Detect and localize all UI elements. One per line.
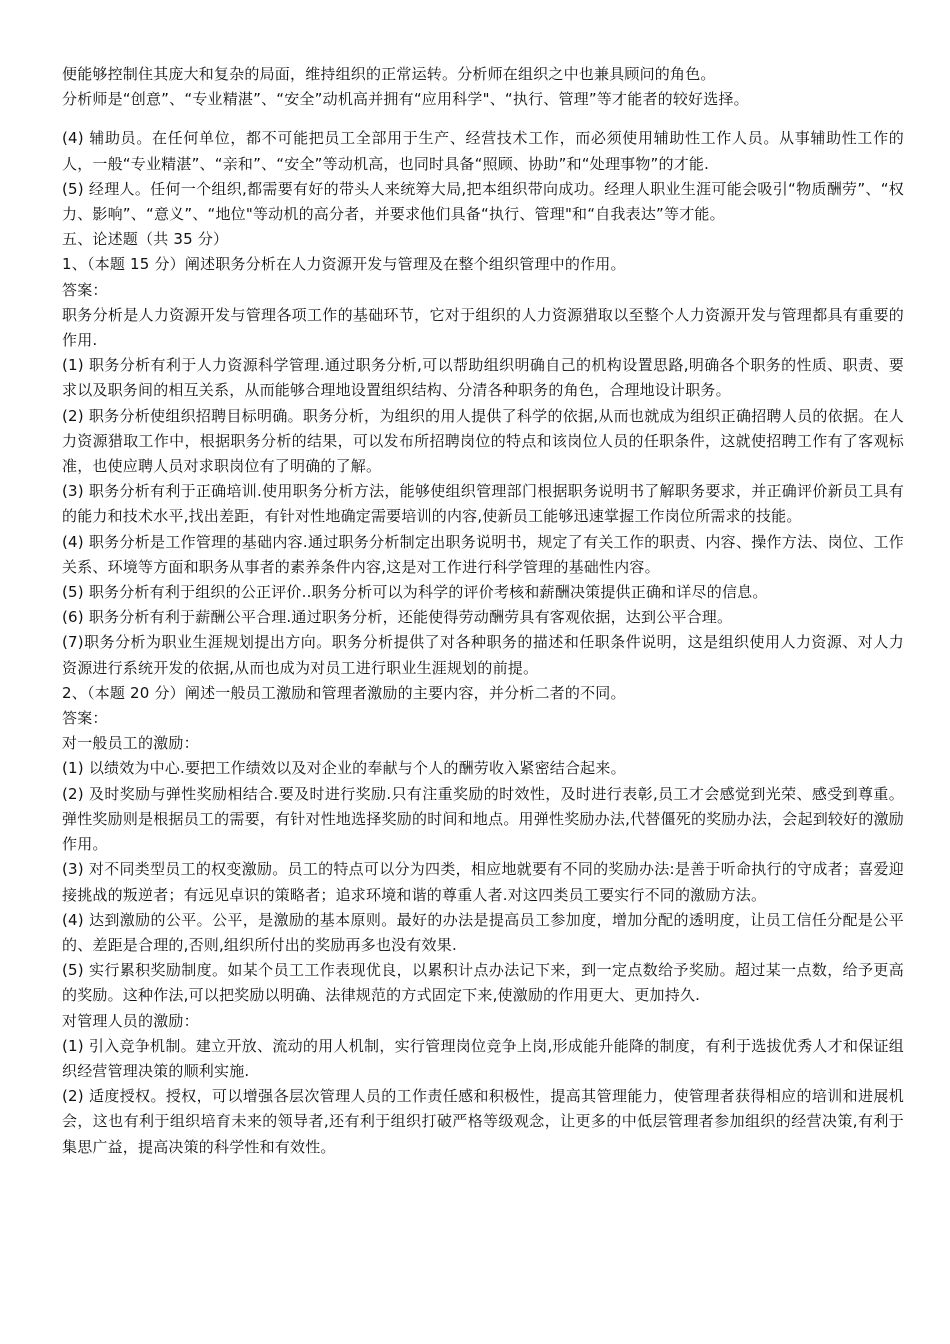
- answer-label: 答案：: [62, 280, 108, 299]
- paragraph: (4) 职务分析是工作管理的基础内容.通过职务分析制定出职务说明书，规定了有关工作的职责、内容、操作方法、岗位、工作关系、环境等方面和职务从事者的素养条件内容,这是对工作进行科学管理的基础性内容。: [62, 532, 904, 576]
- paragraph: (4) 达到激励的公平。公平，是激励的基本原则。最好的办法是提高员工参加度，增加分配的透明度，让员工信任分配是公平的、差距是合理的,否则,组织所付出的奖励再多也没有效果.: [62, 910, 904, 954]
- paragraph: (4) 辅助员。在任何单位，都不可能把员工全部用于生产、经营技术工作，而必须使用辅助性工作人员。从事辅助性工作的人，一般“专业精湛”、“亲和”、“安全”等动机高，也同时具备“照顾、协助”和“处理事物”的才能.: [62, 129, 904, 173]
- paragraph: (5) 实行累积奖励制度。如某个员工工作表现优良，以累积计点办法记下来，到一定点数给予奖励。超过某一点数，给予更高的奖励。这种作法,可以把奖励以明确、法律规范的方式固定下来,使激励的作用更大、更加持久.: [62, 961, 904, 1005]
- paragraph: (5) 职务分析有利于组织的公正评价..职务分析可以为科学的评价考核和薪酬决策提供正确和详尽的信息。: [62, 583, 768, 602]
- question-1: 1、（本题 15 分）阐述职务分析在人力资源开发与管理及在整个组织管理中的作用。: [62, 255, 626, 274]
- subheading: 对一般员工的激励：: [62, 734, 199, 753]
- paragraph: (1) 以绩效为中心.要把工作绩效以及对企业的奉献与个人的酬劳收入紧密结合起来。: [62, 759, 626, 778]
- paragraph: 分析师是“创意”、“专业精湛”、“安全”动机高并拥有“应用科学"、“执行、管理”等才能者的较好选择。: [62, 90, 749, 109]
- document-body: [62, 62, 904, 1160]
- paragraph: (1) 引入竞争机制。建立开放、流动的用人机制，实行管理岗位竞争上岗,形成能升能降的制度，有利于选拔优秀人才和保证组织经营管理决策的顺利实施.: [62, 1036, 904, 1080]
- paragraph: (5) 经理人。任何一个组织,都需要有好的带头人来统筹大局,把本组织带向成功。经理人职业生涯可能会吸引“物质酬劳”、“权力、影响”、“意义”、“地位"等动机的高分者，并要求他们具备“执行、管理"和“自我表达”等才能。: [62, 179, 904, 224]
- answer-label: 答案：: [62, 709, 108, 728]
- paragraph: (2) 及时奖励与弹性奖励相结合.要及时进行奖励.只有注重奖励的时效性，及时进行表彰,员工才会感觉到光荣、感受到尊重。弹性奖励则是根据员工的需要，有针对性地选择奖励的时间和地点。用弹性奖励办法,代替僵死的奖励办法，会起到较好的激励作用。: [62, 784, 904, 854]
- paragraph: (2) 职务分析使组织招聘目标明确。职务分析，为组织的用人提供了科学的依据,从而也就成为组织正确招聘人员的依据。在人力资源猎取工作中，根据职务分析的结果，可以发布所招聘岗位的特点和该岗位人员的任职条件，这就使招聘工作有了客观标准，也使应聘人员对求职岗位有了明确的了解。: [62, 406, 904, 476]
- paragraph: (7)职务分析为职业生涯规划提出方向。职务分析提供了对各种职务的描述和任职条件说明，这是组织使用人力资源、对人力资源进行系统开发的依据,从而也成为对员工进行职业生涯规划的前提。: [62, 633, 904, 677]
- paragraph: (2) 适度授权。授权，可以增强各层次管理人员的工作责任感和积极性，提高其管理能力，使管理者获得相应的培训和进展机会，这也有利于组织培育未来的领导者,还有利于组织打破严格等级观念，让更多的中低层管理者参加组织的经营决策,有利于集思广益，提高决策的科学性和有效性。: [62, 1087, 904, 1156]
- paragraph: (3) 对不同类型员工的权变激励。员工的特点可以分为四类，相应地就要有不同的奖励办法:是善于听命执行的守成者；喜爱迎接挑战的叛逆者；有远见卓识的策略者；追求环境和谐的尊重人者.对这四类员工要实行不同的激励方法。: [62, 860, 904, 904]
- paragraph: (3) 职务分析有利于正确培训.使用职务分析方法，能够使组织管理部门根据职务说明书了解职务要求，并正确评价新员工具有的能力和技术水平,找出差距，有针对性地确定需要培训的内容,使新员工能够迅速掌握工作岗位所需求的技能。: [62, 482, 904, 526]
- paragraph: 职务分析是人力资源开发与管理各项工作的基础环节，它对于组织的人力资源猎取以至整个人力资源开发与管理都具有重要的作用.: [62, 305, 904, 350]
- section-heading: 五、论述题（共 35 分）: [62, 230, 229, 249]
- paragraph: 便能够控制住其庞大和复杂的局面，维持组织的正常运转。分析师在组织之中也兼具顾问的角色。: [62, 65, 716, 83]
- paragraph: (1) 职务分析有利于人力资源科学管理.通过职务分析,可以帮助组织明确自己的机构设置思路,明确各个职务的性质、职责、要求以及职务间的相互关系，从而能够合理地设置组织结构、分清各种职务的角色，合理地设计职务。: [62, 356, 904, 400]
- question-2: 2、（本题 20 分）阐述一般员工激励和管理者激励的主要内容，并分析二者的不同。: [62, 683, 626, 702]
- paragraph-gap: [62, 112, 904, 126]
- subheading: 对管理人员的激励：: [62, 1011, 199, 1030]
- paragraph: (6) 职务分析有利于薪酬公平合理.通过职务分析，还能使得劳动酬劳具有客观依据，达到公平合理。: [62, 608, 733, 627]
